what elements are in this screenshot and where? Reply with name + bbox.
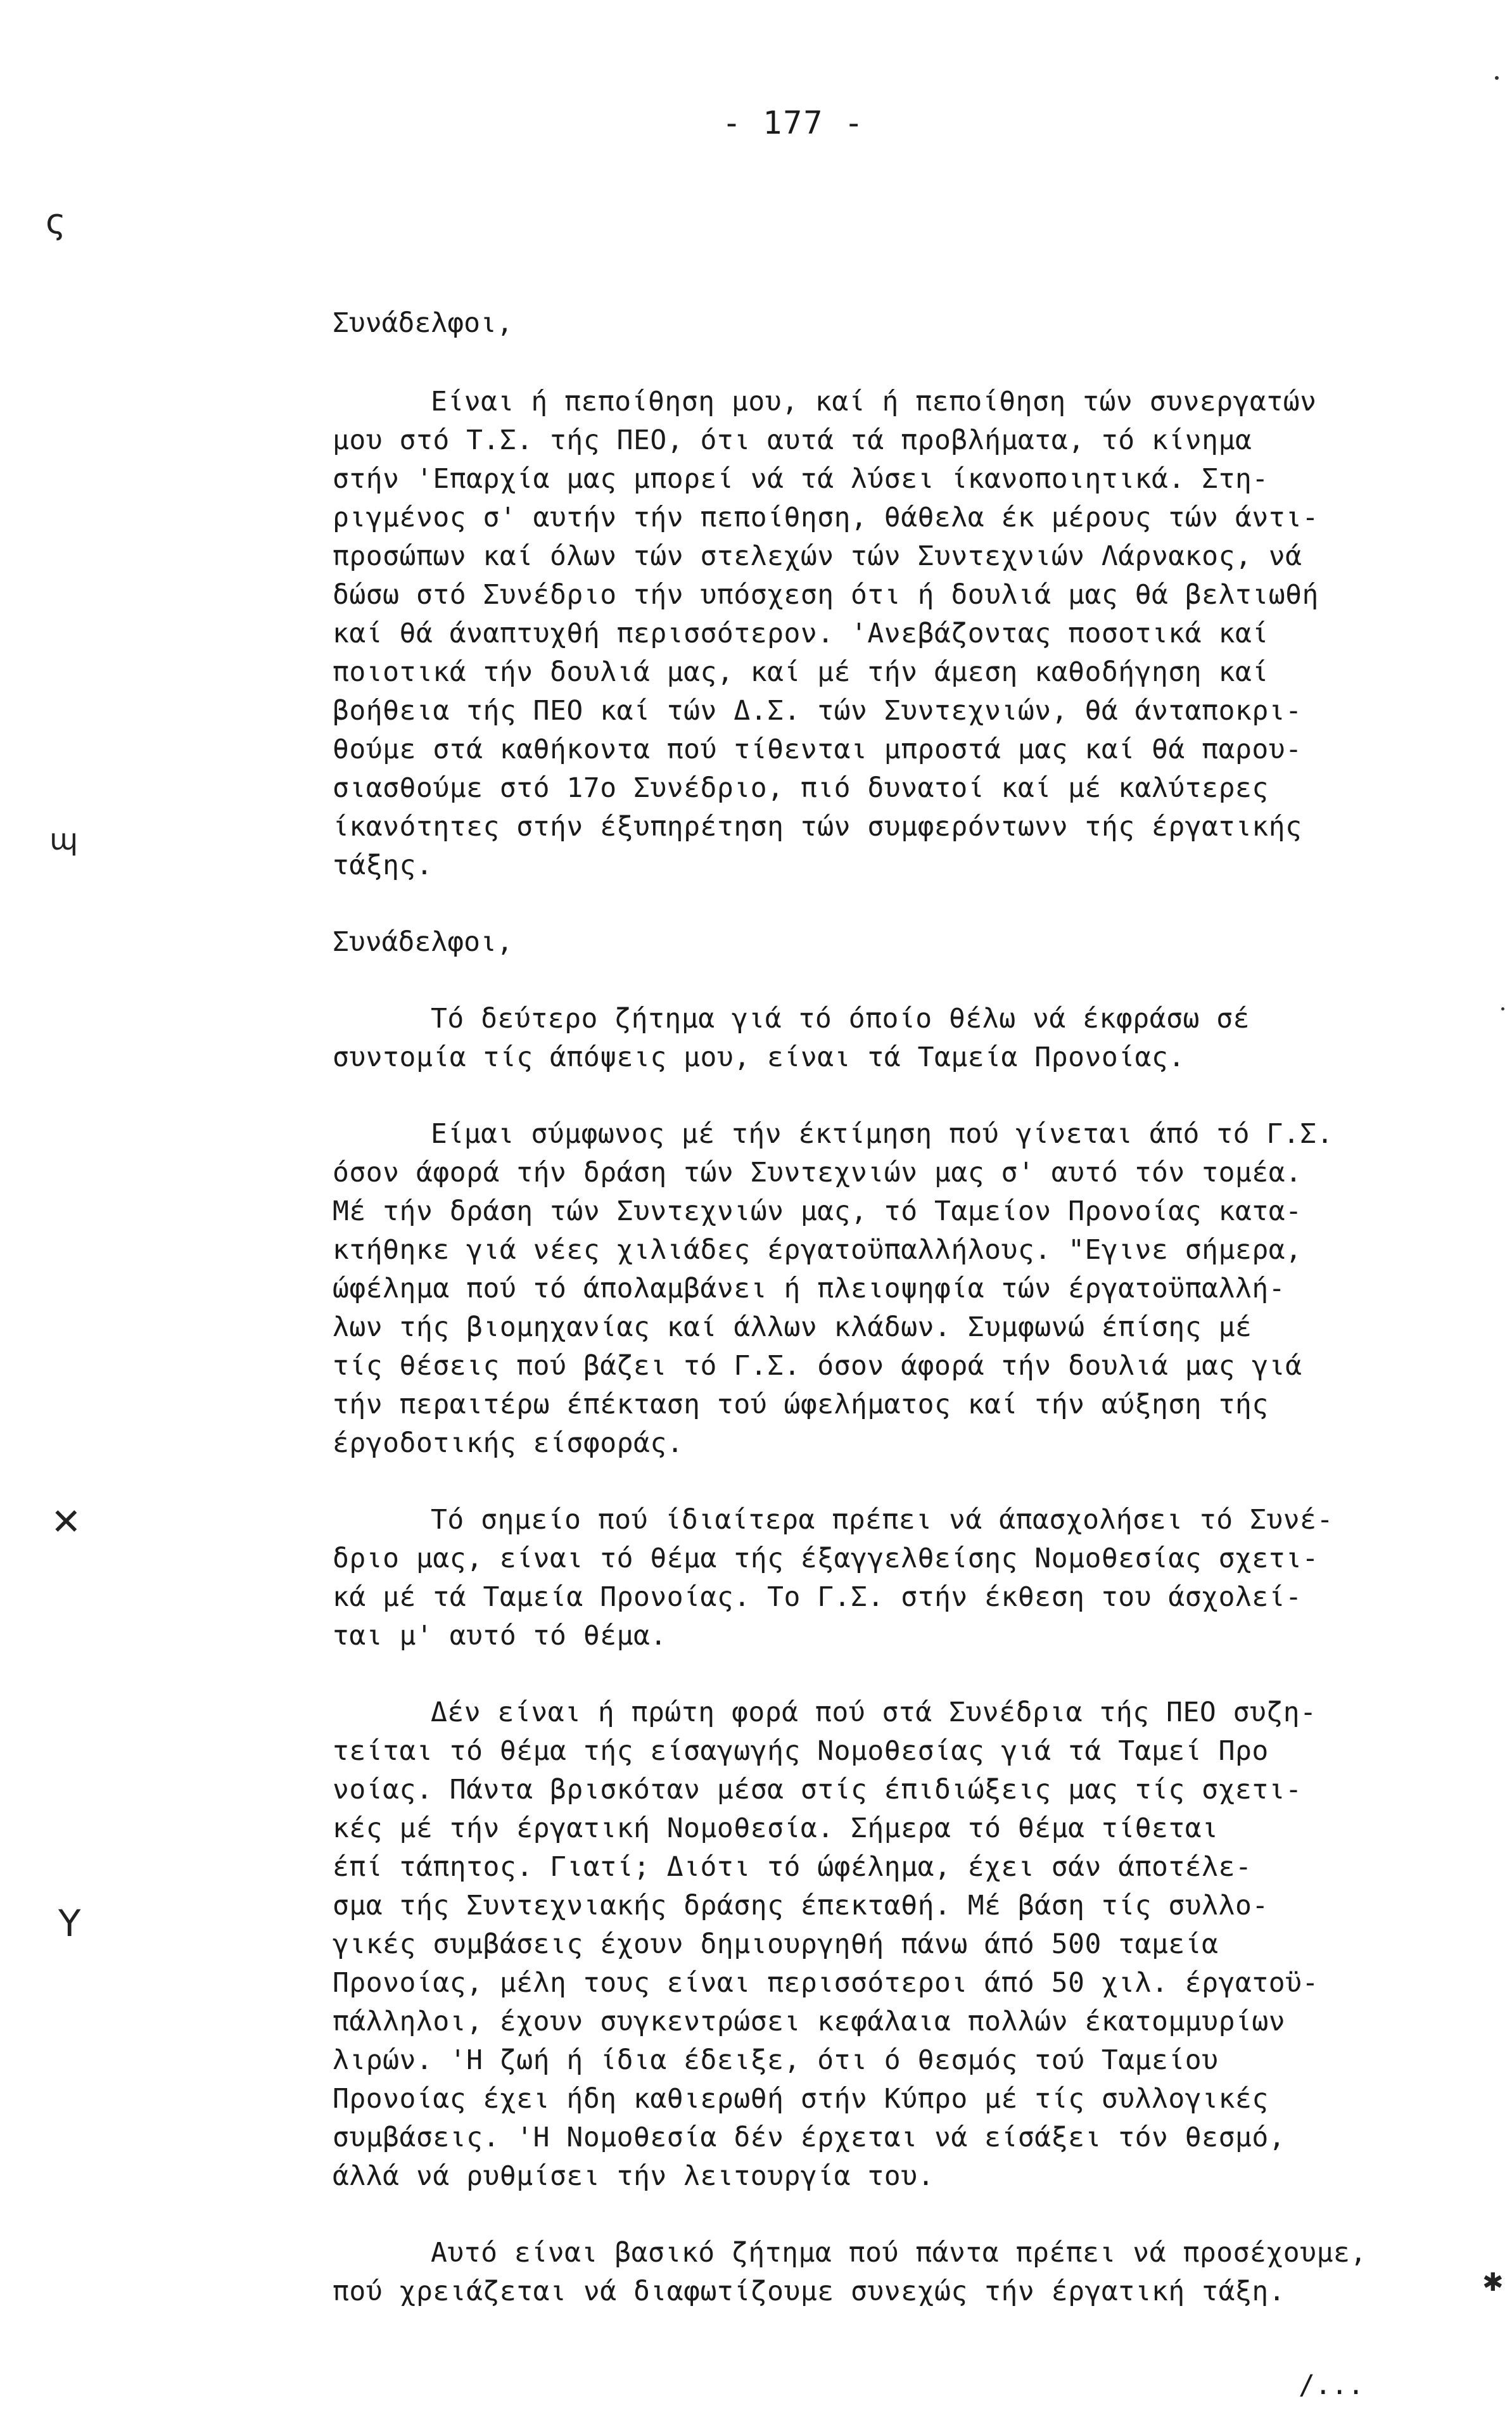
text-line: κτήθηκε γιά νέες χιλιάδες έργατοϋπαλλήλους. "Εγινε σήμερα, [333,1234,1302,1266]
text-line: τείται τό θέμα τής είσαγωγής Νομοθεσίας γιά τά Ταμεί Προ [333,1735,1269,1767]
text-line: σμα τής Συντεχνιακής δράσης έπεκταθή. Μέ βάση τίς συλλο- [333,1890,1269,1921]
text-line: τίς θέσεις πού βάζει τό Γ.Σ. όσον άφορά τήν δουλιά μας γιά [333,1350,1302,1382]
text-line: πάλληλοι, έχουν συγκεντρώσει κεφάλαια πολλών έκατομμυρίων [333,2006,1286,2037]
text-line: έπί τάπητος. Γιατί; Διότι τό ώφέλημα, έχει σάν άποτέλε- [333,1851,1252,1883]
text-line: συμβάσεις. 'Η Νομοθεσία δέν έρχεται νά είσάξει τόν θεσμό, [333,2122,1286,2153]
text-line: Προνοίας έχει ήδη καθιερωθή στήν Κύπρο μέ τίς συλλογικές [333,2083,1269,2115]
text-line: έργοδοτικής είσφοράς. [333,1427,684,1459]
text-line: προσώπων καί όλων τών στελεχών τών Συντεχνιών Λάρνακος, νά [333,540,1302,572]
text-line: κές μέ τήν έργατική Νομοθεσία. Σήμερα τό θέμα τίθεται [333,1812,1219,1844]
margin-mark-3: ✕ [51,1500,82,1543]
document-body [333,304,1492,2311]
text-line: Προνοίας, μέλη τους είναι περισσότεροι άπό 50 χιλ. έργατοϋ- [333,1967,1319,1999]
text-line: δριο μας, είναι τό θέμα τής έξαγγελθείσης Νομοθεσίας σχετι- [333,1543,1319,1574]
continuation-marker: /... [1299,2369,1364,2401]
page-number: - 177 - [722,105,865,141]
text-line: συντομία τίς άπόψεις μου, είναι τά Ταμεία Προνοίας. [333,1042,1185,1073]
text-line: Αυτό είναι βασικό ζήτημα πού πάντα πρέπει νά προσέχουμε, [431,2237,1367,2269]
text-line: καί θά άναπτυχθή περισσότερον. 'Ανεβάζοντας ποσοτικά καί [333,618,1269,649]
margin-mark-2: ɰ [49,822,78,857]
text-line: Δέν είναι ή πρώτη φορά πού στά Συνέδρια τής ΠΕΟ συζη- [431,1697,1317,1728]
paragraph-agreement [333,1115,1492,1463]
salutation-1: Συνάδελφοι, [333,307,513,339]
text-line: τάξης. [333,850,433,881]
text-line: ώφέλημα πού τό άπολαμβάνει ή πλειοψηφία τών έργατοϋπαλλή- [333,1273,1286,1304]
text-line: ριγμένος σ' αυτήν τήν πεποίθηση, θάθελα έκ μέρους τών άντι- [333,502,1319,533]
text-line: Είμαι σύμφωνος μέ τήν έκτίμηση πού γίνεται άπό τό Γ.Σ. [431,1118,1333,1150]
margin-mark-4: Υ [58,1902,81,1945]
text-line: στήν 'Επαρχία μας μπορεί νά τά λύσει ίκανοποιητικά. Στη- [333,463,1269,495]
stray-dot [1495,76,1499,80]
paragraph-legislation [333,1501,1492,1655]
stray-dot [1501,1007,1504,1010]
text-line: πού χρειάζεται νά διαφωτίζουμε συνεχώς τήν έργατική τάξη. [333,2276,1286,2307]
text-line: δώσω στό Συνέδριο τήν υπόσχεση ότι ή δουλιά μας θά βελτιωθή [333,579,1319,611]
text-line: Μέ τήν δράση τών Συντεχνιών μας, τό Ταμείον Προνοίας κατα- [333,1195,1302,1227]
text-line: γικές συμβάσεις έχουν δημιουργηθή πάνω άπό 500 ταμεία [333,1928,1219,1960]
text-line: νοίας. Πάντα βρισκόταν μέσα στίς έπιδιώξεις μας τίς σχετι- [333,1774,1302,1806]
text-line: Είναι ή πεποίθηση μου, καί ή πεποίθηση τών συνεργατών [431,386,1317,417]
paragraph-closing [333,2234,1492,2311]
paragraph-history [333,1693,1492,2196]
text-line: ίκανότητες στήν έξυπηρέτηση τών συμφερόντωνν τής έργατικής [333,811,1302,843]
margin-mark-1: ς [46,201,66,241]
text-line: λων τής βιομηχανίας καί άλλων κλάδων. Συμφωνώ έπίσης μέ [333,1311,1252,1343]
text-line: θούμε στά καθήκοντα πού τίθενται μπροστά μας καί θά παρου- [333,734,1302,765]
text-line: βοήθεια τής ΠΕΟ καί τών Δ.Σ. τών Συντεχνιών, θά άνταποκρι- [333,695,1302,727]
salutation-2: Συνάδελφοι, [333,926,513,958]
text-line: τήν περαιτέρω έπέκταση τού ώφελήματος καί τήν αύξηση τής [333,1389,1269,1420]
text-line: κά μέ τά Ταμεία Προνοίας. Το Γ.Σ. στήν έκθεση του άσχολεί- [333,1581,1302,1613]
text-line: ποιοτικά τήν δουλιά μας, καί μέ τήν άμεση καθοδήγηση καί [333,656,1269,688]
text-line: άλλά νά ρυθμίσει τήν λειτουργία του. [333,2160,934,2192]
corner-mark: ✱ [1482,2268,1504,2297]
paragraph-provident-funds-intro [333,1000,1492,1077]
text-line: όσον άφορά τήν δράση τών Συντεχνιών μας σ' αυτό τόν τομέα. [333,1157,1302,1188]
text-line: Τό δεύτερο ζήτημα γιά τό όποίο θέλω νά έκφράσω σέ [431,1003,1250,1035]
text-line: ται μ' αυτό τό θέμα. [333,1620,667,1652]
text-line: λιρών. 'Η ζωή ή ίδια έδειξε, ότι ό θεσμός τού Ταμείου [333,2044,1219,2076]
text-line: σιασθούμε στό 17ο Συνέδριο, πιό δυνατοί καί μέ καλύτερες [333,772,1269,804]
paragraph-conviction [333,383,1492,885]
text-line: μου στό Τ.Σ. τής ΠΕΟ, ότι αυτά τά προβλήματα, τό κίνημα [333,424,1252,456]
text-line: Τό σημείο πού ίδιαίτερα πρέπει νά άπασχολήσει τό Συνέ- [431,1504,1333,1536]
